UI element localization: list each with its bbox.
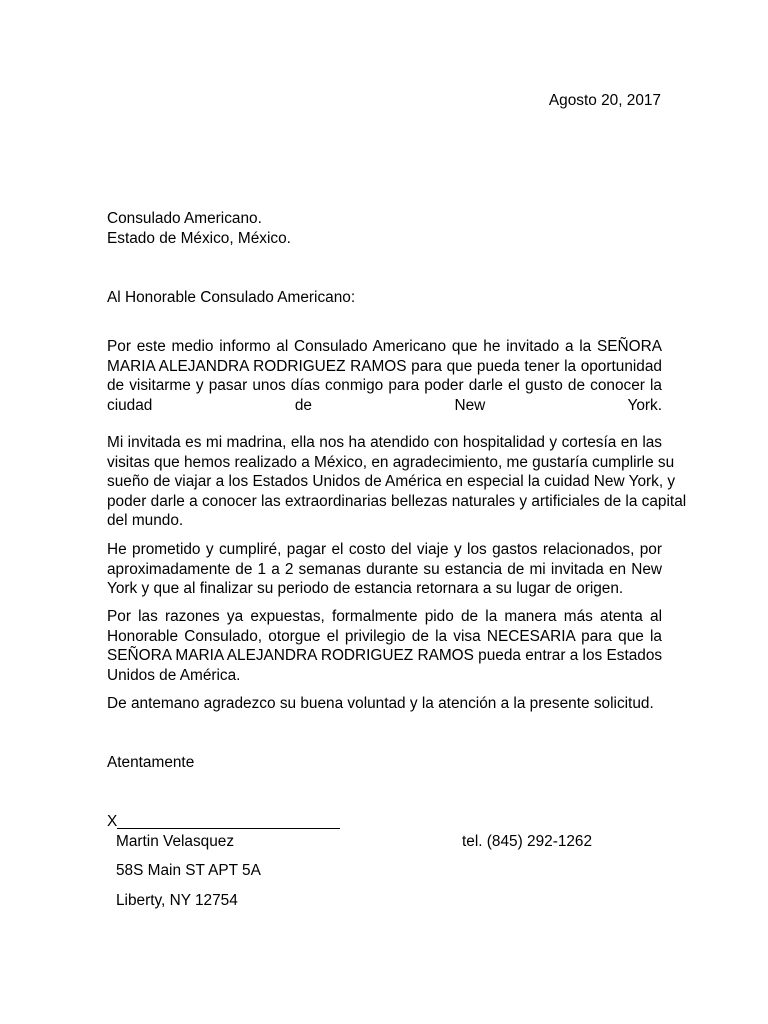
letter-date: Agosto 20, 2017	[548, 92, 661, 109]
paragraph-line: ciudad de New York.	[107, 396, 662, 414]
paragraph-3	[107, 540, 662, 599]
sender-name: Martin Velasquez	[116, 833, 235, 850]
paragraph-line: Unidos de América.	[107, 666, 241, 684]
sender-phone: tel. (845) 292-1262	[462, 833, 593, 850]
sender-address-line-1: 58S Main ST APT 5A	[116, 862, 261, 879]
recipient-line-1: Consulado Americano.	[107, 210, 262, 227]
paragraph-4	[107, 607, 662, 685]
paragraph-line: MARIA ALEJANDRA RODRIGUEZ RAMOS para que pueda tener la oportunidad	[107, 357, 662, 375]
paragraph-line: de visitarme y pasar unos días conmigo para poder darle el gusto de conocer la	[107, 377, 662, 394]
signature-line: X__________________________	[107, 813, 340, 830]
paragraph-line: sueño de viajar a los Estados Unidos de América en especial la cuidad New York, y	[107, 473, 676, 490]
paragraph-2	[107, 433, 687, 531]
closing: Atentamente	[107, 754, 195, 771]
paragraph-line: Honorable Consulado, otorgue el privilegio de la visa NECESARIA para que la	[107, 627, 662, 645]
paragraph-line: del mundo.	[107, 512, 184, 529]
paragraph-line: He prometido y cumpliré, pagar el costo del viaje y los gastos relacionados, por	[107, 541, 662, 558]
paragraph-line: Por este medio informo al Consulado Americano que he invitado a la SEÑORA	[107, 338, 662, 355]
paragraph-line: York y que al finalizar su periodo de estancia retornara a su lugar de origen.	[107, 580, 624, 597]
salutation: Al Honorable Consulado Americano:	[107, 289, 356, 306]
paragraph-1	[107, 337, 662, 415]
paragraph-line: poder darle a conocer las extraordinarias bellezas naturales y artificiales de la capital	[107, 492, 687, 510]
paragraph-line: visitas que hemos realizado a México, en agradecimiento, me gustaría cumplirle su	[107, 453, 675, 471]
paragraph-line: Por las razones ya expuestas, formalmente pido de la manera más atenta al	[107, 608, 662, 625]
paragraph-line: aproximadamente de 1 a 2 semanas durante su estancia de mi invitada en New	[107, 560, 662, 578]
paragraph-5	[107, 694, 662, 714]
paragraph-line: SEÑORA MARIA ALEJANDRA RODRIGUEZ RAMOS pueda entrar a los Estados	[107, 647, 663, 664]
sender-address-line-2: Liberty, NY 12754	[116, 892, 238, 909]
paragraph-line: Mi invitada es mi madrina, ella nos ha atendido con hospitalidad y cortesía en las	[107, 434, 662, 451]
paragraph-line: De antemano agradezco su buena voluntad y la atención a la presente solicitud.	[107, 695, 654, 712]
recipient-line-2: Estado de México, México.	[107, 230, 291, 247]
